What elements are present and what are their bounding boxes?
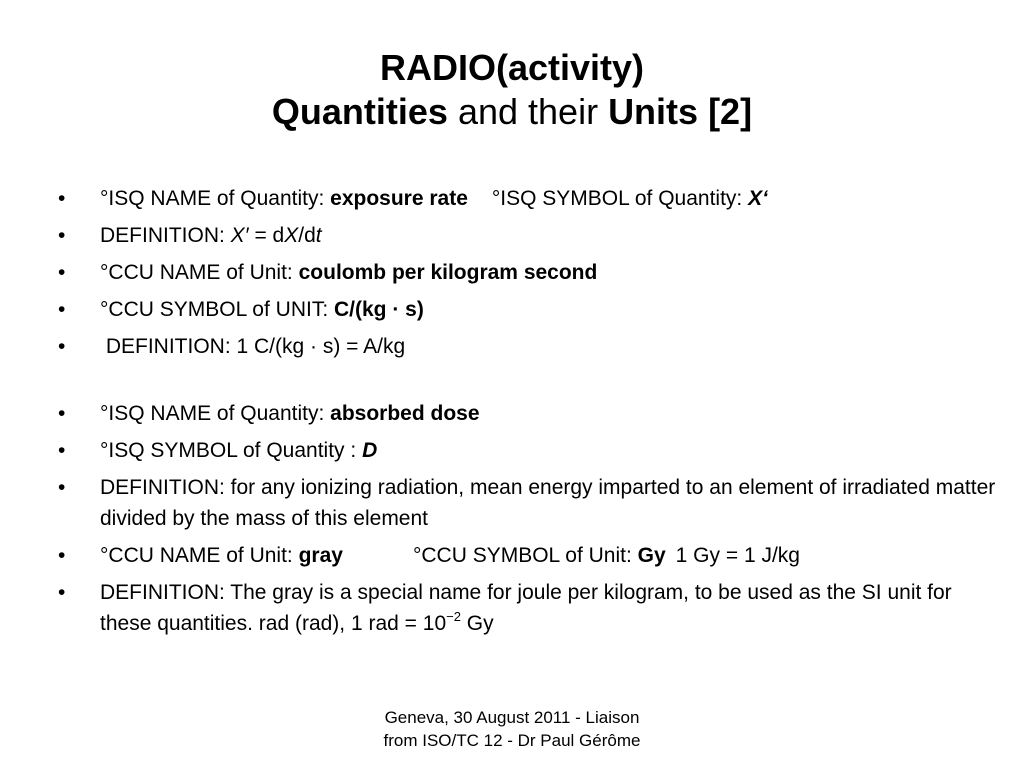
slide-footer — [0, 706, 1024, 752]
footer-line-1: Geneva, 30 August 2011 - Liaison — [384, 708, 640, 727]
bullet-marker: • — [58, 402, 66, 425]
bullet-marker: • — [58, 544, 66, 567]
list-item: • °ISQ SYMBOL of Quantity : D — [58, 435, 998, 466]
list-item: • DEFINITION: 1 C/(kg · s) = A/kg — [58, 331, 998, 362]
list-item: • °CCU NAME of Unit: gray °CCU SYMBOL of Unit: Gy 1 Gy = 1 J/kg — [58, 540, 998, 571]
bullet-marker: • — [58, 581, 66, 604]
list-item: • DEFINITION: X′ = dX/dt — [58, 220, 998, 251]
bullet-marker: • — [58, 187, 66, 210]
list-item: • °ISQ NAME of Quantity: absorbed dose — [58, 398, 998, 429]
bullet-marker: • — [58, 224, 66, 247]
bullet-marker: • — [58, 298, 66, 321]
bullet-list — [58, 183, 998, 645]
bullet-marker: • — [58, 439, 66, 462]
list-item: • °ISQ NAME of Quantity: exposure rate °ISQ SYMBOL of Quantity: X‘ — [58, 183, 998, 214]
slide-title — [0, 46, 1024, 134]
list-item: • °CCU NAME of Unit: coulomb per kilogram second — [58, 257, 998, 288]
list-item: • DEFINITION: The gray is a special name for joule per kilogram, to be used as the SI unit for these quantities. rad (rad), 1 rad = $10^{-2}$ Gy — [58, 577, 998, 639]
bullet-marker: • — [58, 261, 66, 284]
list-item: • °CCU SYMBOL of UNIT: C/(kg · s) — [58, 294, 998, 325]
title-line-2: Quantities and their Units [2] — [271, 91, 753, 132]
bullet-marker: • — [58, 335, 66, 358]
title-line-1: RADIO(activity) — [379, 47, 645, 88]
list-item: • DEFINITION: for any ionizing radiation, mean energy imparted to an element of irradiated matter divided by the mass of this element — [58, 472, 998, 534]
footer-line-2: from ISO/TC 12 - Dr Paul Gérôme — [383, 731, 641, 750]
bullet-marker: • — [58, 476, 66, 499]
